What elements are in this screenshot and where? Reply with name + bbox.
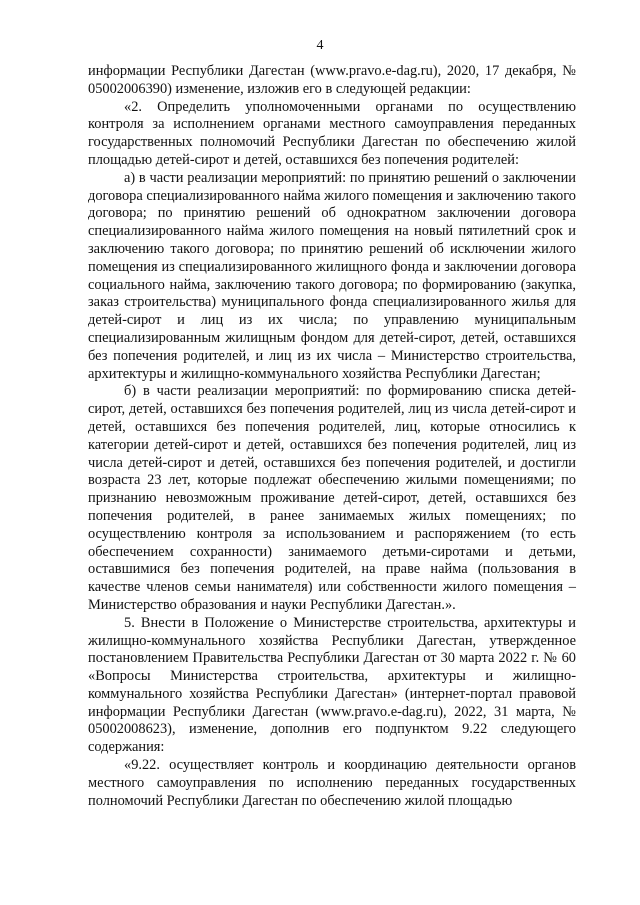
paragraph-item-5: 5. Внести в Положение о Министерстве строительства, архитектуры и жилищно-коммунального хозяйства Республики Дагестан, утвержденное постановлением Правительства Республики Дагестан от 30 марта 2022 г. № 60 «Вопросы Министерства строительства, архитектуры и жилищно-коммунального хозяйства Республики Дагестан» (интернет-портал правовой информации Республики Дагестан (www.pravo.e-dag.ru), 2022, 31 марта, № 05002008623), изменение, дополнив его подпунктом 9.22 следующего содержания: — [88, 614, 576, 756]
page-number: 4 — [316, 38, 324, 53]
paragraph-subitem-b: б) в части реализации мероприятий: по формированию списка детей-сирот, детей, оставшихся без попечения родителей, лиц из числа детей-сирот и детей, оставшихся без попечения родителей, лиц, которые относились к категории детей-сирот и детей, оставшихся без попечения родителей, лиц из числа детей-сирот и детей, оставшихся без попечения родителей, и достигли возраста 23 лет, которые подлежат обеспечению жилыми помещениями; по признанию невозможным проживание детей-сирот, детей, оставшихся без попечения родителей, в ранее занимаемых жилых помещениях; по осуществлению контроля за использованием и распоряжением (то есть обеспечением сохранности) занимаемого детьми-сиротами и детьми, оставшимися без попечения родителей, на праве найма (пользования в качестве членов семьи нанимателя) или собственности жилого помещения – Министерство образования и науки Республики Дагестан.». — [88, 383, 576, 613]
paragraph-continuation: информации Республики Дагестан (www.pravo.e-dag.ru), 2020, 17 декабря, № 05002006390) изменение, изложив его в следующей редакции: — [88, 63, 576, 97]
paragraph-item-2: «2. Определить уполномоченными органами по осуществлению контроля за исполнением органами местного самоуправления переданных государственных полномочий Республики Дагестан по обеспечению жилой площадью детей-сирот и детей, оставшихся без попечения родителей: — [88, 98, 576, 168]
document-body — [88, 63, 576, 810]
paragraph-subitem-a: а) в части реализации мероприятий: по принятию решений о заключении договора специализированного найма жилого помещения и заключению такого договора; по принятию решений об однократном заключении договора специализированного найма жилого помещения на новый пятилетний срок и заключению такого договора; по принятию решений об исключении жилого помещения из специализированного жилищного фонда и заключении договора социального найма, заключению такого договора; по формированию (закупка, заказ строительства) муниципального фонда специализированного жилья для детей-сирот и лиц из их числа; по управлению муниципальным специализированным жилищным фондом для детей-сирот, детей, оставшихся без попечения родителей, и лиц из их числа – Министерство строительства, архитектуры и жилищно-коммунального хозяйства Республики Дагестан; — [88, 169, 576, 382]
paragraph-subitem-9-22: «9.22. осуществляет контроль и координацию деятельности органов местного самоуправления по исполнению переданных государственных полномочий Республики Дагестан по обеспечению жилой площадью — [88, 757, 576, 809]
